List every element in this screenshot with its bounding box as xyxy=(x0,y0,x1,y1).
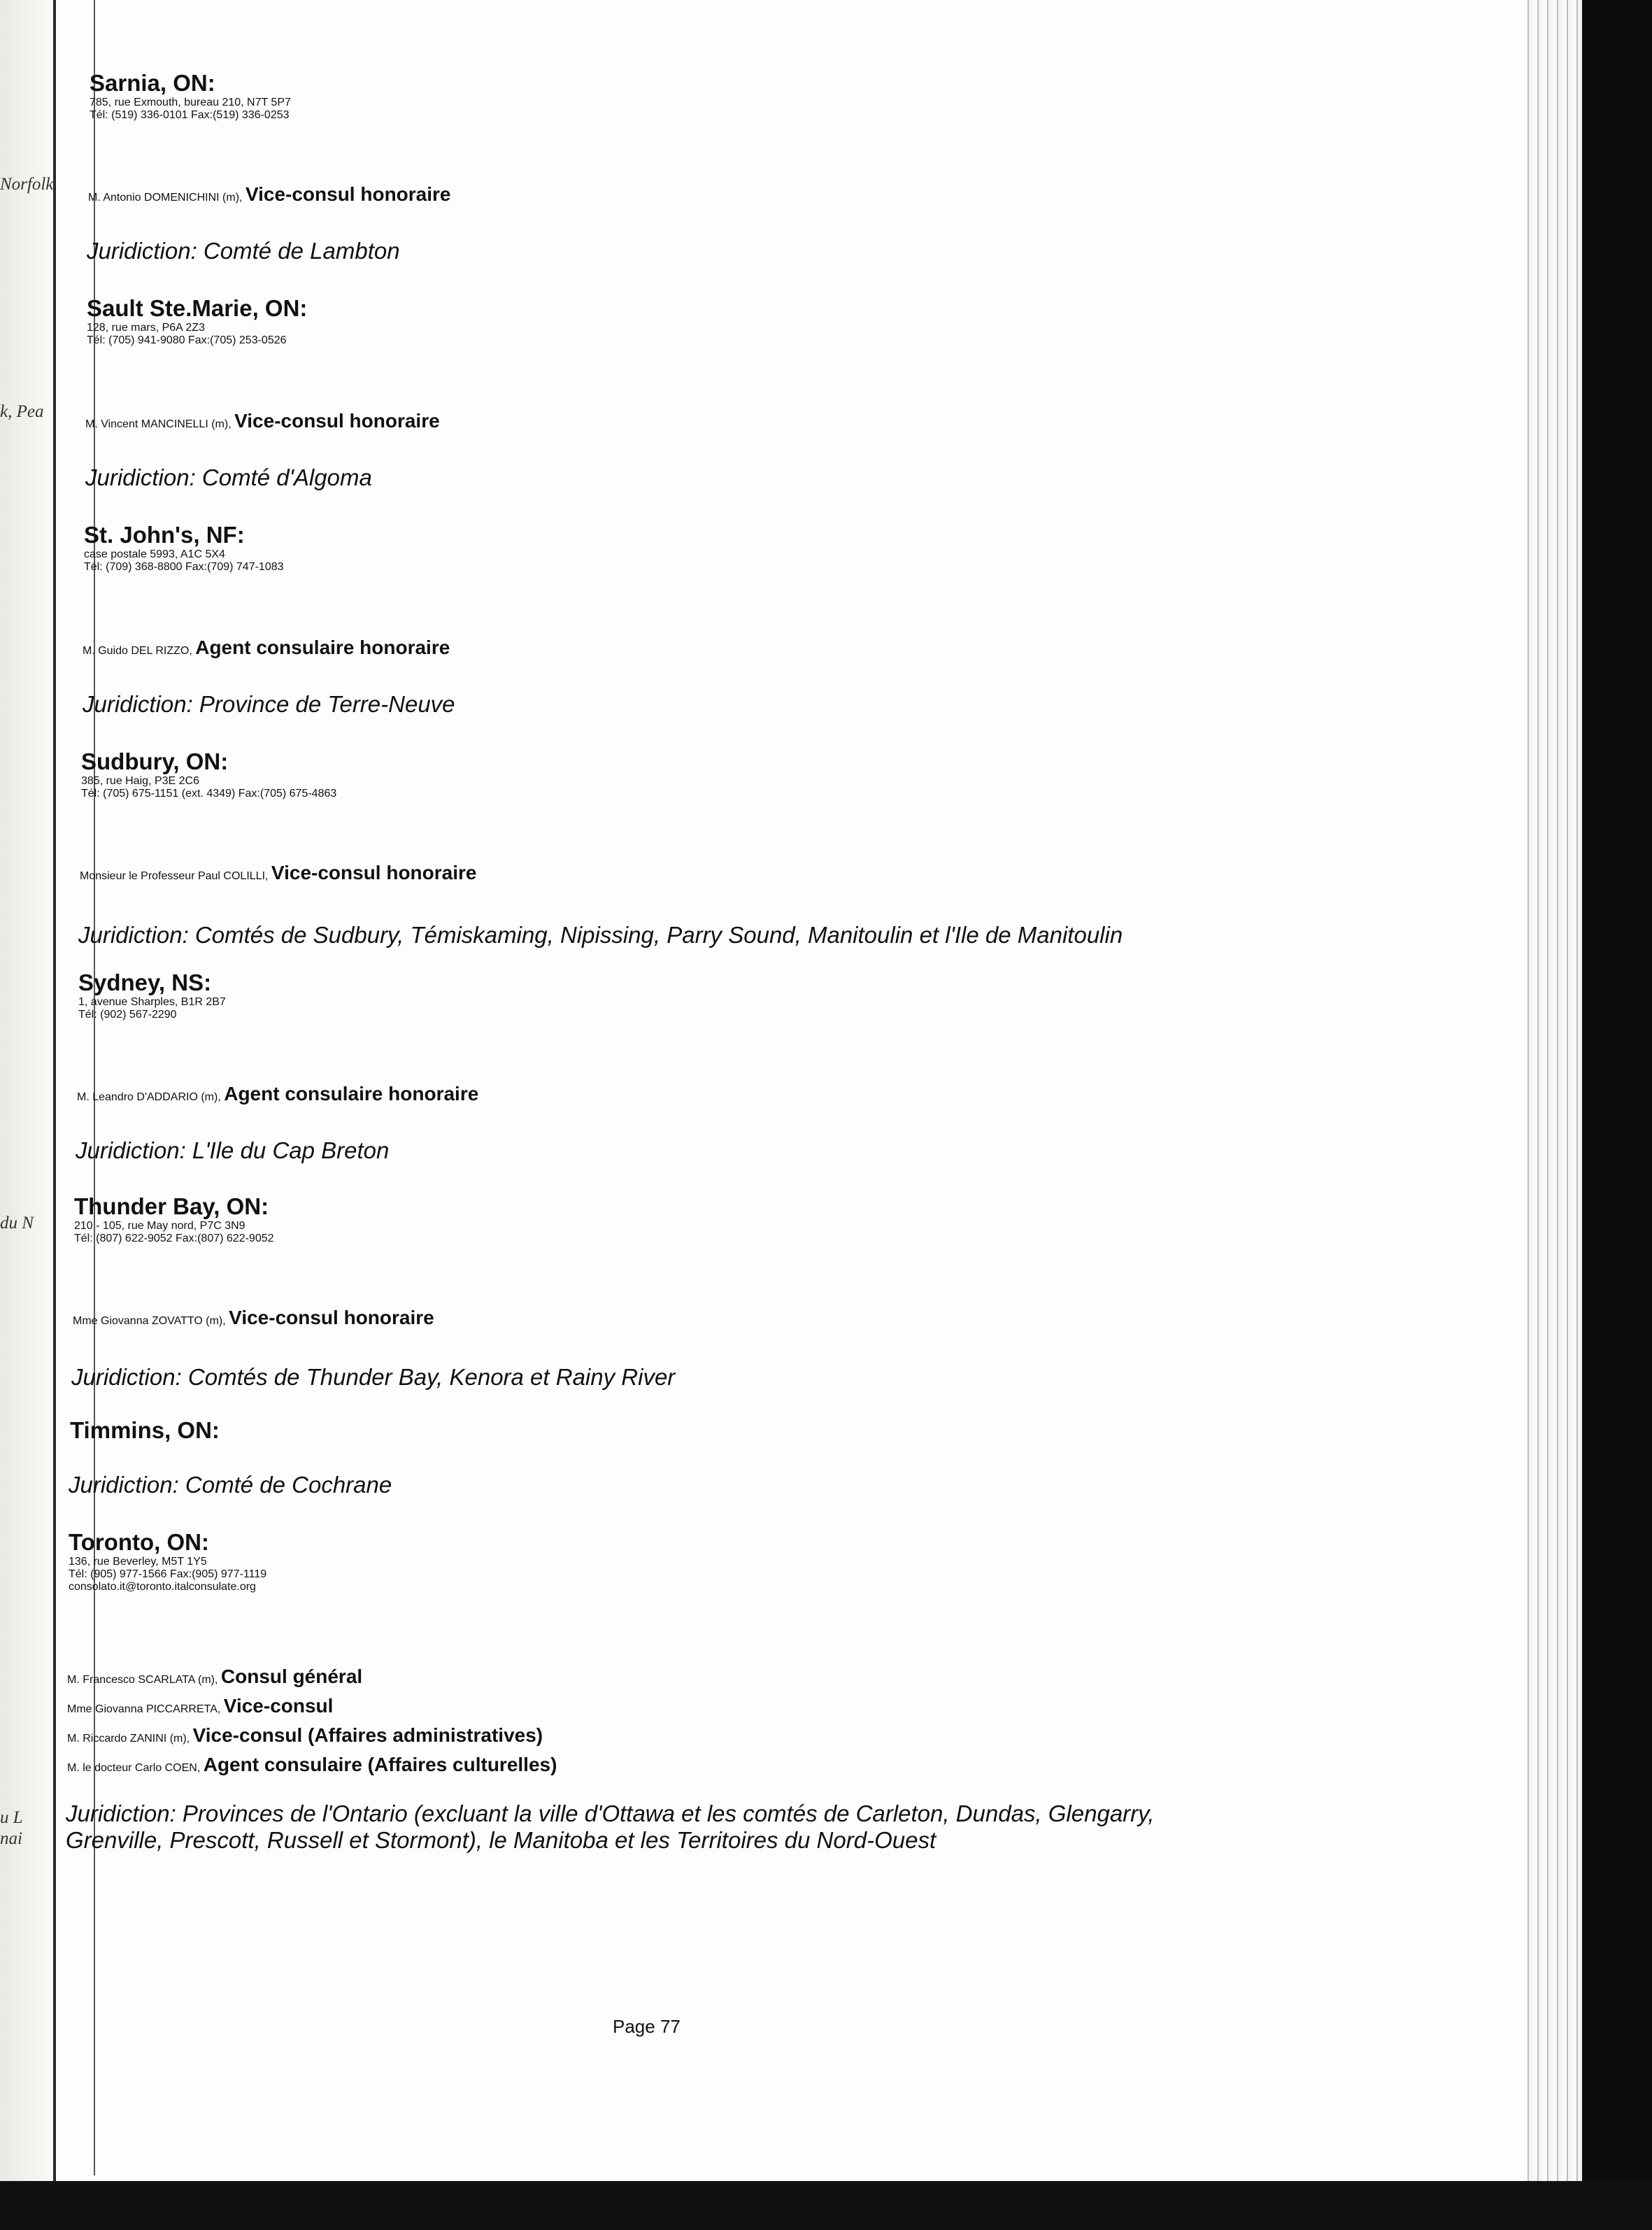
margin-fragment: k, Pea xyxy=(0,402,44,421)
jurisdiction: Juridiction: Comté de Lambton xyxy=(87,238,400,264)
page-number: Page 77 xyxy=(613,2016,681,2037)
official-line xyxy=(83,637,450,659)
official-line xyxy=(67,1693,557,1722)
consulate-entry xyxy=(74,1193,274,1245)
official-title: Agent consulaire honoraire xyxy=(195,637,450,658)
jurisdiction: Juridiction: Comté de Cochrane xyxy=(69,1472,392,1498)
address: 210 - 105, rue May nord, P7C 3N9 xyxy=(74,1220,245,1232)
jurisdiction xyxy=(66,1801,1154,1854)
right-scan-border xyxy=(1582,0,1652,2230)
official-title: Vice-consul honoraire xyxy=(271,862,477,883)
left-page-shadow xyxy=(0,0,56,2230)
jurisdiction: Juridiction: Comtés de Thunder Bay, Kenora et Rainy River xyxy=(71,1364,676,1390)
address: 136, rue Beverley, M5T 1Y5 xyxy=(69,1556,207,1568)
official-line xyxy=(73,1307,434,1329)
jurisdiction: Juridiction: L'Ile du Cap Breton xyxy=(76,1137,390,1163)
official-line xyxy=(67,1752,557,1781)
official-line xyxy=(67,1663,557,1693)
bottom-scan-border xyxy=(0,2181,1652,2230)
jurisdiction: Juridiction: Comté d'Algoma xyxy=(85,464,372,490)
address: 385, rue Haig, P3E 2C6 xyxy=(81,775,199,787)
official-name: M. Guido DEL RIZZO, xyxy=(83,645,192,657)
official-line xyxy=(80,862,476,884)
city-heading: Sarnia, ON: xyxy=(90,70,215,96)
official-line xyxy=(88,183,451,206)
address: case postale 5993, A1C 5X4 xyxy=(84,548,225,560)
official-title: Vice-consul honoraire xyxy=(234,410,440,432)
consulate-entry xyxy=(81,748,336,800)
phone-fax: Tél: (807) 622-9052 Fax:(807) 622-9052 xyxy=(74,1233,274,1244)
consulate-entry xyxy=(84,522,284,574)
official-name: M. Leandro D'ADDARIO (m), xyxy=(77,1091,221,1103)
official-title: Agent consulaire honoraire xyxy=(224,1083,479,1105)
address: 785, rue Exmouth, bureau 210, N7T 5P7 xyxy=(90,97,291,108)
officials-list xyxy=(67,1663,557,1781)
email: consolato.it@toronto.italconsulate.org xyxy=(69,1581,256,1593)
official-title: Vice-consul xyxy=(223,1695,334,1717)
city-heading: Thunder Bay, ON: xyxy=(74,1193,269,1219)
official-name: M. Vincent MANCINELLI (m), xyxy=(85,418,232,430)
official-name: Monsieur le Professeur Paul COLILLI, xyxy=(80,870,269,882)
city-heading: Sault Ste.Marie, ON: xyxy=(87,295,308,321)
city-heading: Sudbury, ON: xyxy=(81,748,229,774)
official-name: Mme Giovanna ZOVATTO (m), xyxy=(73,1315,226,1327)
official-line xyxy=(77,1083,478,1105)
jurisdiction: Juridiction: Comtés de Sudbury, Témiskaming, Nipissing, Parry Sound, Manitoulin et l'Ile de Manitoulin xyxy=(78,922,1123,948)
city-heading: Sydney, NS: xyxy=(78,970,212,995)
official-name: M. Riccardo ZANINI (m), xyxy=(67,1733,190,1745)
official-title: Agent consulaire (Affaires culturelles) xyxy=(203,1754,557,1775)
margin-fragment: Norfolk xyxy=(0,175,54,194)
right-page-edges xyxy=(1523,0,1582,2230)
phone-fax: Tél: (709) 368-8800 Fax:(709) 747-1083 xyxy=(84,561,284,573)
consulate-entry xyxy=(70,1417,220,1444)
margin-fragment: du N xyxy=(0,1214,34,1233)
phone-fax: Tél: (905) 977-1566 Fax:(905) 977-1119 xyxy=(69,1568,267,1580)
official-title: Consul général xyxy=(220,1666,363,1687)
consulate-entry xyxy=(78,970,226,1021)
official-name: M. le docteur Carlo COEN, xyxy=(67,1762,201,1774)
address: 1, avenue Sharples, B1R 2B7 xyxy=(78,996,226,1008)
jurisdiction: Juridiction: Province de Terre-Neuve xyxy=(83,691,455,717)
official-title: Vice-consul honoraire xyxy=(229,1307,434,1328)
official-name: M. Antonio DOMENICHINI (m), xyxy=(88,192,243,204)
official-line xyxy=(85,410,440,432)
phone-fax: Tél: (519) 336-0101 Fax:(519) 336-0253 xyxy=(90,109,290,121)
address: 128, rue mars, P6A 2Z3 xyxy=(87,322,205,334)
official-title: Vice-consul (Affaires administratives) xyxy=(192,1724,543,1746)
jurisdiction-line: Grenville, Prescott, Russell et Stormont), le Manitoba et les Territoires du Nord-Ouest xyxy=(66,1827,937,1853)
city-heading: Toronto, ON: xyxy=(69,1529,209,1555)
official-line xyxy=(67,1722,557,1752)
margin-fragment: nai xyxy=(0,1829,22,1848)
phone-fax: Tél: (902) 567-2290 xyxy=(78,1009,177,1021)
consulate-entry xyxy=(90,70,291,122)
official-name: Mme Giovanna PICCARRETA, xyxy=(67,1703,221,1715)
consulate-entry xyxy=(87,295,307,347)
city-heading: Timmins, ON: xyxy=(70,1417,220,1443)
phone-fax: Tél: (705) 675-1151 (ext. 4349) Fax:(705) 675-4863 xyxy=(81,788,337,800)
official-title: Vice-consul honoraire xyxy=(245,183,451,205)
margin-fragment: u L xyxy=(0,1808,23,1827)
city-heading: St. John's, NF: xyxy=(84,522,245,548)
binding-rule xyxy=(53,0,56,2182)
phone-fax: Tél: (705) 941-9080 Fax:(705) 253-0526 xyxy=(87,334,287,346)
jurisdiction-line: Juridiction: Provinces de l'Ontario (excluant la ville d'Ottawa et les comtés de Carleton, Dundas, Glengarry, xyxy=(66,1801,1155,1826)
official-name: M. Francesco SCARLATA (m), xyxy=(67,1674,218,1686)
consulate-entry xyxy=(69,1529,266,1593)
